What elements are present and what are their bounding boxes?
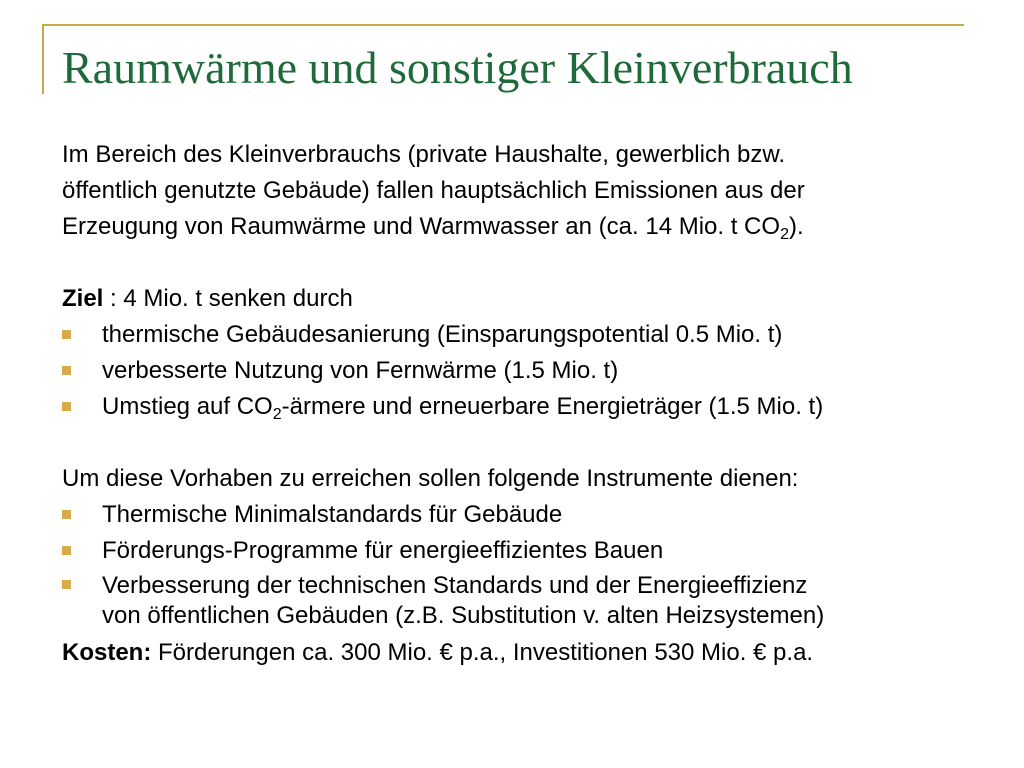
instruments-heading: Um diese Vorhaben zu erreichen sollen folgende Instrumente dienen: [62,465,799,492]
intro-line-3 [62,209,982,245]
instrument-item-text-line-2: von öffentlichen Gebäuden (z.B. Substitution v. alten Heizsystemen) [102,602,825,629]
goal-item-text-end: -ärmere und erneuerbare Energieträger (1.5 Mio. t) [281,393,824,420]
instrument-item-text: Förderungs-Programme für energieeffizientes Bauen [102,537,664,564]
intro-line-2: öffentlich genutzte Gebäude) fallen hauptsächlich Emissionen aus der [62,177,805,204]
goal-item-text: Umstieg auf CO [102,393,273,420]
square-bullet-icon [62,546,71,555]
instrument-item [62,569,982,635]
instrument-item [62,497,982,533]
costs-text: Förderungen ca. 300 Mio. € p.a., Investitionen 530 Mio. € p.a. [151,639,814,666]
goal-line [62,281,982,317]
costs-line [62,635,982,671]
goal-item-text: thermische Gebäudesanierung (Einsparungspotential 0.5 Mio. t) [102,321,783,348]
frame-top-rule [42,24,964,26]
goal-label: Ziel [62,285,104,312]
instrument-item-text-line-1: Verbesserung der technischen Standards und der Energieeffizienz [102,572,808,599]
spacer [62,245,982,281]
frame-left-rule [42,24,44,94]
slide-title: Raumwärme und sonstiger Kleinverbrauch [62,42,853,93]
goal-item [62,389,982,425]
square-bullet-icon [62,580,71,589]
slide-content [62,137,982,671]
goal-item [62,353,982,389]
square-bullet-icon [62,330,71,339]
instrument-item-text: Thermische Minimalstandards für Gebäude [102,501,563,528]
intro-co2-subscript: 2 [780,226,789,243]
instrument-item [62,533,982,569]
goal-item-text: verbesserte Nutzung von Fernwärme (1.5 Mio. t) [102,357,619,384]
costs-label: Kosten: [62,639,152,666]
square-bullet-icon [62,510,71,519]
intro-line-1: Im Bereich des Kleinverbrauchs (private Haushalte, gewerblich bzw. [62,141,786,168]
goal-co2-subscript: 2 [272,406,282,423]
intro-line-3-text: Erzeugung von Raumwärme und Warmwasser an (ca. 14 Mio. t CO [62,213,781,240]
instruments-list [62,497,982,635]
square-bullet-icon [62,366,71,375]
spacer [62,425,982,461]
goal-text: : 4 Mio. t senken durch [103,285,353,312]
goal-list [62,317,982,425]
square-bullet-icon [62,402,71,411]
goal-item [62,317,982,353]
intro-line-3-end: ). [788,213,804,240]
